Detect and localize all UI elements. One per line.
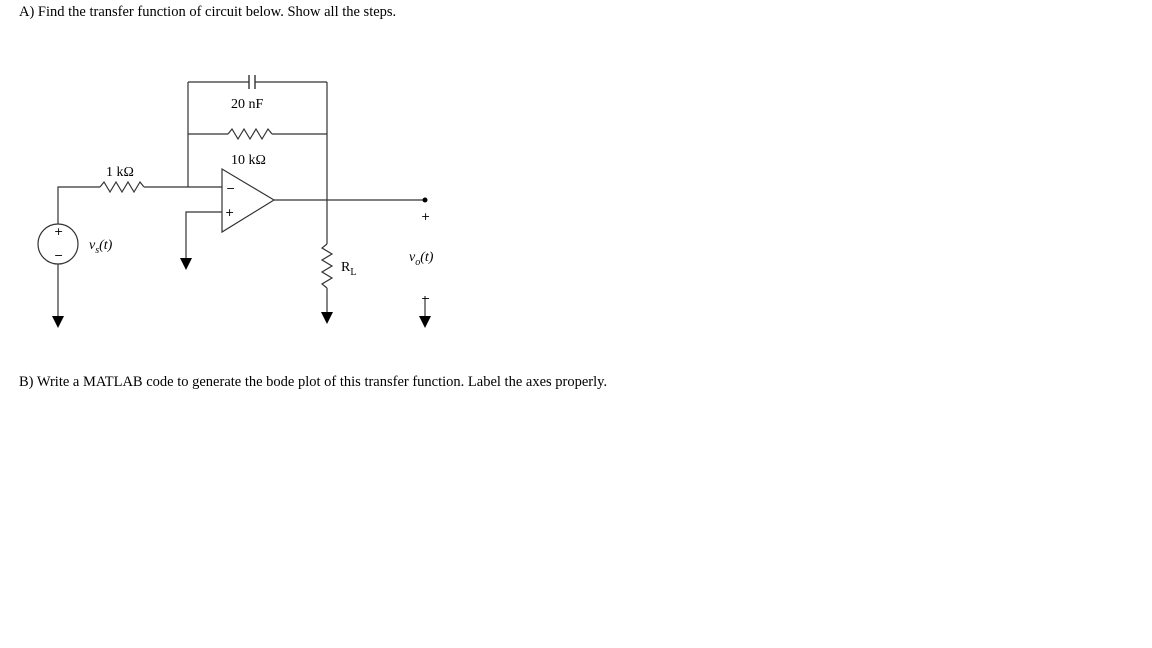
ground-icon [52, 316, 64, 328]
ground-icon [180, 258, 192, 270]
feedback-resistor-label: 10 kΩ [231, 153, 266, 168]
feedback-capacitor [249, 75, 255, 89]
load-resistor [322, 244, 332, 288]
output-terminal [423, 198, 428, 203]
question-b-text: B) Write a MATLAB code to generate the bode plot of this transfer function. Label the axes properly. [19, 374, 608, 390]
source-plus-sign: + [54, 225, 64, 238]
ground-icon [419, 316, 431, 328]
capacitor-label: 20 nF [231, 97, 264, 112]
output-voltage-label: $v_o(t)$ [409, 250, 434, 268]
inverting-input-sign: − [226, 182, 236, 195]
source-voltage-label: $v_s(t)$ [89, 238, 113, 256]
op-amp [222, 169, 274, 232]
non-inverting-ground-wire [186, 212, 222, 258]
output-plus-sign: + [421, 210, 431, 223]
feedback-resistor [228, 129, 272, 139]
non-inverting-input-sign: + [225, 206, 235, 219]
load-resistor-label: $R_L$ [341, 260, 357, 278]
source-input-wire [58, 187, 100, 224]
question-a-text: A) Find the transfer function of circuit below. Show all the steps. [19, 4, 397, 20]
input-resistor [100, 182, 144, 192]
output-minus-sign: − [421, 292, 431, 305]
input-resistor-label: 1 kΩ [106, 165, 134, 180]
ground-icon [321, 312, 333, 324]
source-minus-sign: − [54, 249, 64, 262]
